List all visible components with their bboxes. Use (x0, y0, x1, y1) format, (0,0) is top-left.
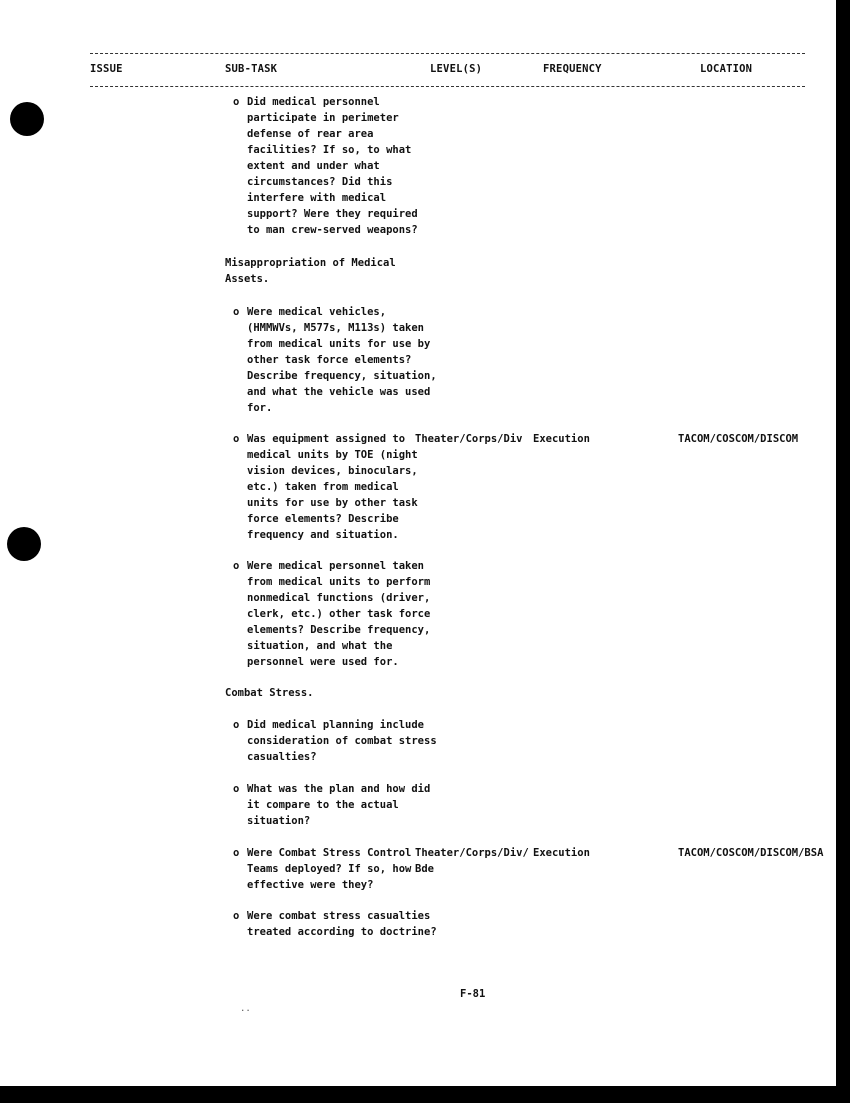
bullet: o (233, 306, 240, 318)
item-line: defense of rear area (247, 128, 374, 140)
header-location: LOCATION (700, 63, 753, 75)
scan-speck: .. (240, 1004, 251, 1014)
page-edge-right (836, 0, 850, 1103)
level-value: Bde (415, 863, 434, 875)
item-line: Were Combat Stress Control (247, 847, 412, 859)
item-line: nonmedical functions (driver, (247, 592, 431, 604)
item-line: casualties? (247, 751, 317, 763)
item-line: effective were they? (247, 879, 374, 891)
page-number: F-81 (460, 988, 486, 1000)
item-line: What was the plan and how did (247, 783, 431, 795)
bullet: o (233, 560, 240, 572)
frequency-value: Execution (533, 847, 590, 859)
header-rule-top (90, 53, 805, 54)
bullet: o (233, 96, 240, 108)
item-line: support? Were they required (247, 208, 418, 220)
header-issue: ISSUE (90, 63, 123, 75)
section-heading: Combat Stress. (225, 687, 314, 699)
item-line: personnel were used for. (247, 656, 399, 668)
section-heading: Misappropriation of Medical (225, 257, 396, 269)
item-line: Were combat stress casualties (247, 910, 431, 922)
item-line: Did medical personnel (247, 96, 380, 108)
item-line: it compare to the actual (247, 799, 399, 811)
item-line: circumstances? Did this (247, 176, 393, 188)
header-levels: LEVEL(S) (430, 63, 483, 75)
item-line: treated according to doctrine? (247, 926, 437, 938)
item-line: Teams deployed? If so, how (247, 863, 412, 875)
punch-hole-middle (7, 527, 41, 561)
item-line: to man crew-served weapons? (247, 224, 418, 236)
bullet: o (233, 719, 240, 731)
item-line: (HMMWVs, M577s, M113s) taken (247, 322, 425, 334)
header-frequency: FREQUENCY (543, 63, 602, 75)
item-line: from medical units for use by (247, 338, 431, 350)
level-value: Theater/Corps/Div (415, 433, 523, 445)
header-rule-bottom (90, 86, 805, 87)
level-value: Theater/Corps/Div/ (415, 847, 529, 859)
item-line: other task force elements? (247, 354, 412, 366)
section-heading: Assets. (225, 273, 270, 285)
item-line: consideration of combat stress (247, 735, 437, 747)
item-line: from medical units to perform (247, 576, 431, 588)
location-value: TACOM/COSCOM/DISCOM (678, 433, 799, 445)
item-line: Describe frequency, situation, (247, 370, 437, 382)
bullet: o (233, 783, 240, 795)
item-line: Were medical vehicles, (247, 306, 387, 318)
page-edge-bottom (0, 1086, 850, 1103)
item-line: force elements? Describe (247, 513, 399, 525)
item-line: vision devices, binoculars, (247, 465, 418, 477)
item-line: and what the vehicle was used (247, 386, 431, 398)
item-line: participate in perimeter (247, 112, 399, 124)
item-line: etc.) taken from medical (247, 481, 399, 493)
item-line: interfere with medical (247, 192, 387, 204)
punch-hole-top (10, 102, 44, 136)
item-line: medical units by TOE (night (247, 449, 418, 461)
item-line: elements? Describe frequency, (247, 624, 431, 636)
item-line: facilities? If so, to what (247, 144, 412, 156)
header-subtask: SUB-TASK (225, 63, 278, 75)
item-line: units for use by other task (247, 497, 418, 509)
item-line: Did medical planning include (247, 719, 425, 731)
item-line: situation? (247, 815, 311, 827)
item-line: for. (247, 402, 273, 414)
item-line: frequency and situation. (247, 529, 399, 541)
item-line: Was equipment assigned to (247, 433, 406, 445)
item-line: situation, and what the (247, 640, 393, 652)
item-line: Were medical personnel taken (247, 560, 425, 572)
item-line: clerk, etc.) other task force (247, 608, 431, 620)
bullet: o (233, 910, 240, 922)
bullet: o (233, 847, 240, 859)
frequency-value: Execution (533, 433, 590, 445)
location-value: TACOM/COSCOM/DISCOM/BSA (678, 847, 824, 859)
bullet: o (233, 433, 240, 445)
item-line: extent and under what (247, 160, 380, 172)
